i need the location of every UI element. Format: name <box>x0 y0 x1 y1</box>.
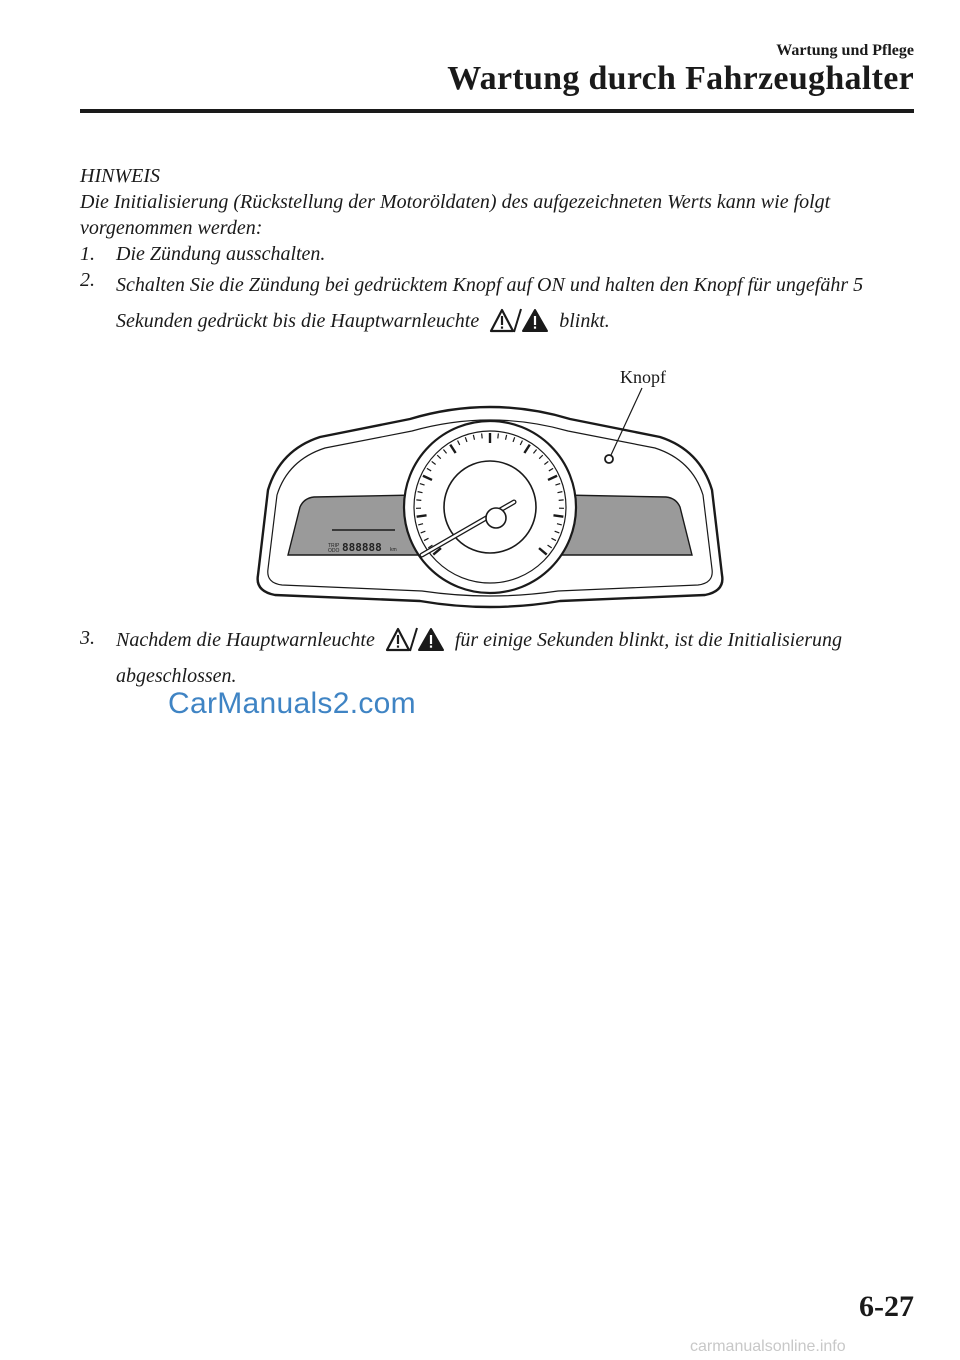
master-warning-icon <box>488 307 550 345</box>
odometer-unit: km <box>390 547 397 553</box>
odometer-readout: 888888 <box>342 541 382 554</box>
header-rule <box>80 109 914 113</box>
gauge-tick <box>498 433 499 438</box>
step-3 <box>80 625 914 685</box>
step-number: 2. <box>80 269 95 291</box>
step-number: 1. <box>80 243 95 265</box>
step-number: 3. <box>80 627 95 649</box>
page-number: 6-27 <box>859 1290 914 1323</box>
step-2 <box>80 267 914 337</box>
gauge-hub-display <box>444 461 536 553</box>
reset-knob <box>605 455 613 463</box>
section-label: Wartung und Pflege <box>776 42 914 59</box>
step-text <box>116 625 914 691</box>
odo-label: ODO <box>328 548 340 554</box>
page-title: Wartung durch Fahrzeughalter <box>447 60 914 97</box>
note-intro: Die Initialisierung (Rückstellung der Motoröldaten) des aufgezeichneten Werts kann wie folgt vorgenommen werden: <box>80 191 831 239</box>
master-warning-icon <box>384 626 446 661</box>
instrument-cluster-figure <box>250 355 730 620</box>
watermark: CarManuals2.com <box>168 687 416 720</box>
step-text: Die Zündung ausschalten. <box>116 243 326 265</box>
gauge-tick <box>417 515 427 516</box>
step-text-before: Schalten Sie die Zündung bei gedrücktem Knopf auf ON und halten den Knopf für ungefähr 5 Sekunden gedrückt bis die Hauptwarnleuchte <box>116 274 864 332</box>
step-text-before: Nachdem die Hauptwarnleuchte <box>116 629 375 651</box>
footer-watermark: carmanualsonline.info <box>690 1338 846 1355</box>
step-text-after: blinkt. <box>559 310 610 332</box>
step-text-after: für einige Sekunden blinkt, ist die Initialisierung abgeschlossen. <box>116 629 843 687</box>
trip-label: TRIP <box>328 543 340 549</box>
gauge-tick <box>553 515 563 516</box>
step-text <box>116 267 914 345</box>
step-1 <box>80 241 914 267</box>
button-callout-label: Knopf <box>620 367 666 387</box>
gauge-tick <box>482 433 483 438</box>
note-title: HINWEIS <box>80 165 160 187</box>
